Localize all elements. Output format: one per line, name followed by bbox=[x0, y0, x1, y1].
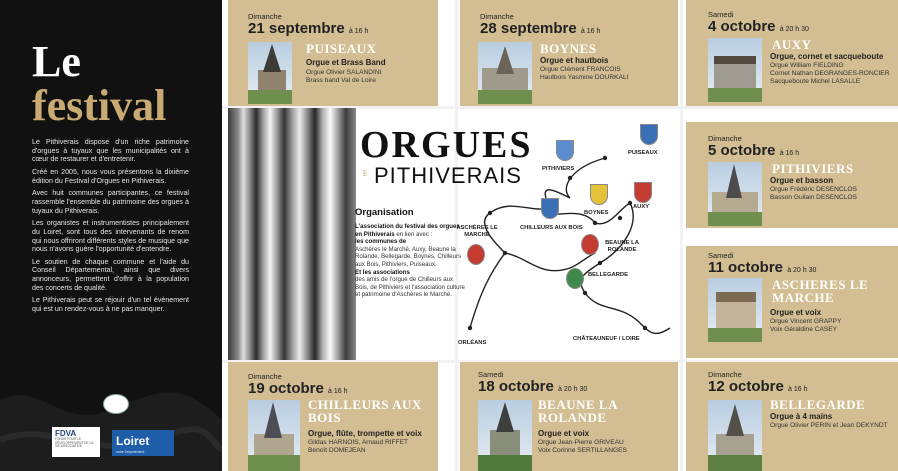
event-program: Orgue et basson bbox=[770, 176, 834, 185]
associations-label: Et les associations bbox=[355, 268, 410, 276]
loiret-name: Loiret bbox=[116, 434, 150, 448]
event-performers bbox=[770, 186, 857, 202]
church-photo bbox=[248, 42, 292, 104]
event-time: à 16 h bbox=[779, 150, 800, 157]
event-performers bbox=[770, 62, 889, 86]
performer: Orgue Clément FRANCOIS bbox=[540, 66, 621, 73]
event-performers bbox=[306, 69, 381, 85]
event-program: Orgue et hautbois bbox=[540, 56, 609, 65]
event-date bbox=[248, 20, 368, 37]
event-program: Orgue et Brass Band bbox=[306, 58, 386, 67]
performer: Brass band Val de Loire bbox=[306, 77, 376, 84]
performer: Voix Corinne SERTILLANGES bbox=[538, 447, 627, 454]
intro-text bbox=[32, 138, 189, 318]
auxy-crest bbox=[634, 182, 652, 203]
event-town: AUXY bbox=[772, 37, 812, 52]
event-date-text: 19 octobre bbox=[248, 380, 324, 397]
map-label-chilleurs: CHILLEURS AUX BOIS bbox=[520, 225, 583, 231]
event-program: Orgue, flûte, trompette et voix bbox=[308, 429, 422, 438]
intro-paragraph: Le Pithiverais peut se réjouir d'un tel évènement qui est un rendez-vous à ne pas manquer. bbox=[32, 296, 189, 314]
boynes-crest bbox=[590, 184, 608, 205]
event-time: à 16 h bbox=[788, 386, 808, 393]
performer: Orgue Olivier PERIN et Jean DEKYNDT bbox=[770, 422, 888, 429]
loiret-logo bbox=[112, 430, 174, 456]
event-card-auxy bbox=[686, 0, 898, 106]
church-photo bbox=[478, 400, 532, 471]
organisation-title: Organisation bbox=[355, 207, 414, 218]
organisation-text bbox=[355, 223, 465, 299]
event-date bbox=[708, 378, 808, 395]
church-photo bbox=[708, 38, 762, 102]
event-date-text: 18 octobre bbox=[478, 378, 554, 395]
performer: Orgue William FIELDING bbox=[770, 62, 844, 69]
performer: Gildas HARNOIS, Arnaud RIFFET bbox=[308, 439, 409, 446]
communes-text: Aschères le Marché, Auxy, Beaune la Rolande, Bellegarde, Boynes, Chilleurs aux Bois, Pithiviers, Puiseaux. bbox=[355, 245, 462, 268]
event-date bbox=[708, 142, 799, 159]
performer: Basson Guilain DESENCLOS bbox=[770, 194, 857, 201]
route-line bbox=[505, 253, 595, 271]
pithiviers-crest bbox=[556, 140, 574, 161]
event-day: Dimanche bbox=[708, 370, 742, 379]
event-date-text: 4 octobre bbox=[708, 18, 776, 35]
performer: Orgue Frédéric DESENCLOS bbox=[770, 186, 857, 193]
event-card-boynes bbox=[460, 0, 678, 106]
church-photo bbox=[708, 278, 762, 342]
event-day: Dimanche bbox=[480, 12, 514, 21]
intro-paragraph: Créé en 2005, nous vous présentons la dixième édition du Festival d'Orgues en Pithiverais. bbox=[32, 167, 189, 185]
orgues-association-logo bbox=[103, 394, 129, 414]
event-day: Dimanche bbox=[248, 12, 282, 21]
event-card-puiseaux bbox=[228, 0, 438, 106]
loiret-subtitle: notre Département bbox=[116, 450, 145, 454]
festival-logo-title: ORGUES bbox=[360, 124, 533, 166]
festival-title-line2: festival bbox=[32, 81, 167, 130]
fdva-logo bbox=[52, 427, 100, 457]
organisation-intro: L'association du festival des orgues en Pithiverais bbox=[355, 223, 460, 238]
event-performers bbox=[540, 66, 628, 82]
map-label-chateauneuf: CHÂTEAUNEUF / LOIRE bbox=[573, 336, 640, 342]
event-date-text: 28 septembre bbox=[480, 20, 577, 37]
map-label-bellegarde: BELLEGARDE bbox=[588, 272, 628, 278]
event-performers bbox=[770, 318, 841, 334]
fdva-name: FDVA bbox=[55, 429, 77, 438]
festival-logo-en: en bbox=[362, 169, 369, 177]
festival-logo-subtitle: PITHIVERAIS bbox=[374, 163, 522, 188]
fdva-subtitle: FONDS POUR LE DÉVELOPPEMENT DE LA VIE ASSOCIATIVE bbox=[55, 437, 94, 449]
map-label-beaune: BEAUNE LA ROLANDE bbox=[605, 240, 639, 253]
event-day: Samedi bbox=[708, 10, 734, 19]
map-label-boynes: BOYNES bbox=[584, 210, 609, 216]
church-photo bbox=[708, 400, 762, 471]
event-town: ASCHERES LE MARCHE bbox=[772, 277, 869, 305]
event-date-text: 11 octobre bbox=[708, 259, 784, 276]
performer: Orgue Vincent GRAPPY bbox=[770, 318, 842, 325]
intro-paragraph: Les organistes et instrumentistes principalement du Loiret, sont tous des intervenants de renom qui nous offriront différents styles de musique que nous n'avons guère l'opportunité d'entendre. bbox=[32, 219, 189, 254]
event-card-bellegarde bbox=[686, 362, 898, 471]
event-town: BEAUNE LA ROLANDE bbox=[538, 397, 618, 425]
event-program: Orgue, cornet et sacqueboute bbox=[770, 52, 884, 61]
map-label-puiseaux: PUISEAUX bbox=[628, 150, 658, 156]
communes-label: les communes de bbox=[355, 238, 407, 246]
event-program: Orgue et voix bbox=[538, 429, 590, 438]
event-town: CHILLEURS AUX BOIS bbox=[308, 397, 422, 425]
intro-paragraph: Avec huit communes participantes, ce festival rassemble l'ensemble du patrimoine des orgues à tuyaux du Pithiverais. bbox=[32, 189, 189, 215]
event-card-pithiviers bbox=[686, 122, 898, 228]
event-program: Orgue à 4 mains bbox=[770, 412, 833, 421]
church-photo bbox=[478, 42, 532, 104]
event-time: à 20 h 30 bbox=[787, 267, 817, 274]
map-label-orleans: ORLÉANS bbox=[458, 340, 487, 346]
event-date bbox=[480, 20, 600, 37]
event-town: PITHIVIERS bbox=[772, 161, 854, 176]
event-date-text: 12 octobre bbox=[708, 378, 784, 395]
event-date bbox=[248, 380, 348, 397]
event-card-beaune bbox=[460, 362, 678, 471]
festival-title-line1: Le bbox=[32, 37, 81, 86]
event-card-ascheres bbox=[686, 246, 898, 358]
event-town: PUISEAUX bbox=[306, 41, 377, 56]
event-time: à 16 h bbox=[348, 28, 369, 35]
performer: Cornet Nathan DEGRANGES-RONCIER bbox=[770, 70, 890, 77]
event-date bbox=[708, 259, 816, 276]
map-label-pithiviers: PITHIVIERS bbox=[542, 166, 575, 172]
event-town: BOYNES bbox=[540, 41, 597, 56]
event-day: Samedi bbox=[708, 251, 734, 260]
event-time: à 16 h bbox=[328, 388, 348, 395]
beaune-crest bbox=[581, 234, 599, 255]
event-date bbox=[478, 378, 587, 395]
puiseaux-crest bbox=[640, 124, 658, 145]
bellegarde-crest bbox=[566, 268, 584, 289]
performer: Voix Géraldine CASEY bbox=[770, 326, 838, 333]
event-card-chilleurs bbox=[228, 362, 438, 471]
event-town: BELLEGARDE bbox=[770, 397, 866, 412]
church-photo bbox=[248, 400, 300, 471]
performer: Benoît DOMEJEAN bbox=[308, 447, 366, 454]
ascheres-crest bbox=[467, 244, 485, 265]
performer: Sacqueboute Michel LASALLE bbox=[770, 78, 861, 85]
organisation-link: en lien avec : bbox=[396, 230, 433, 238]
event-date-text: 5 octobre bbox=[708, 142, 776, 159]
chilleurs-crest bbox=[541, 198, 559, 219]
intro-paragraph: Le soutien de chaque commune et l'aide du Conseil Départemental, ainsi que divers annonceurs, permettent d'offrir à la population des concerts de qualité. bbox=[32, 257, 189, 292]
event-performers bbox=[770, 422, 888, 430]
event-time: à 16 h bbox=[580, 28, 601, 35]
performer: Orgue Jean-Pierre GRIVEAU bbox=[538, 439, 624, 446]
event-time: à 20 h 30 bbox=[779, 26, 809, 33]
event-performers bbox=[308, 439, 408, 455]
event-date-text: 21 septembre bbox=[248, 20, 345, 37]
intro-paragraph: Le Pithiverais dispose d'un riche patrimoine d'orgues à tuyaux que les municipalités ont à cœur de restaurer et d'entretenir. bbox=[32, 138, 189, 164]
map-label-auxy: AUXY bbox=[633, 204, 650, 210]
event-performers bbox=[538, 439, 627, 455]
event-day: Dimanche bbox=[708, 134, 742, 143]
church-photo bbox=[708, 162, 762, 226]
organ-pipes-photo bbox=[228, 108, 356, 360]
event-day: Dimanche bbox=[248, 372, 282, 381]
event-time: à 20 h 30 bbox=[558, 386, 588, 393]
event-date bbox=[708, 18, 809, 35]
performer: Orgue Olivier SALANDINI bbox=[306, 69, 382, 76]
associations-text: des amis de l'orgue de Chilleurs aux Bois, de Pithiviers et l'association culture et patrimoine d'Aschères le Marché. bbox=[355, 276, 465, 299]
map-label-ascheres: ASCHÈRES LE MARCHÉ bbox=[456, 225, 498, 238]
event-day: Samedi bbox=[478, 370, 504, 379]
event-program: Orgue et voix bbox=[770, 308, 822, 317]
performer: Hautbois Yasmine DOURKALI bbox=[540, 74, 629, 81]
